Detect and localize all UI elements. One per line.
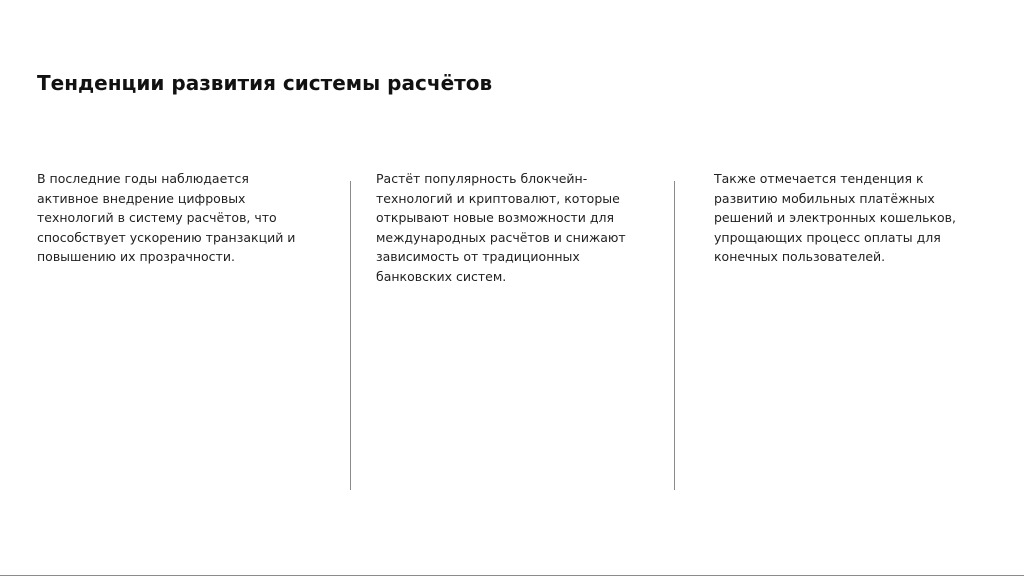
slide-title: Тенденции развития системы расчётов (37, 71, 493, 95)
column-text-3: Также отмечается тенденция к развитию мобильных платёжных решений и электронных кошельков, упрощающих процесс оплаты для конечных пользователей. (714, 171, 957, 264)
column-text-2: Растёт популярность блокчейн-технологий и криптовалют, которые открывают новые возможности для международных расчётов и снижают зависимость от традиционных банковских систем. (376, 171, 626, 284)
column-divider-2 (674, 181, 675, 490)
column-divider-1 (350, 181, 351, 490)
column-text-1: В последние годы наблюдается активное внедрение цифровых технологий в систему расчётов, что способствует ускорению транзакций и повышению их прозрачности. (37, 171, 296, 264)
